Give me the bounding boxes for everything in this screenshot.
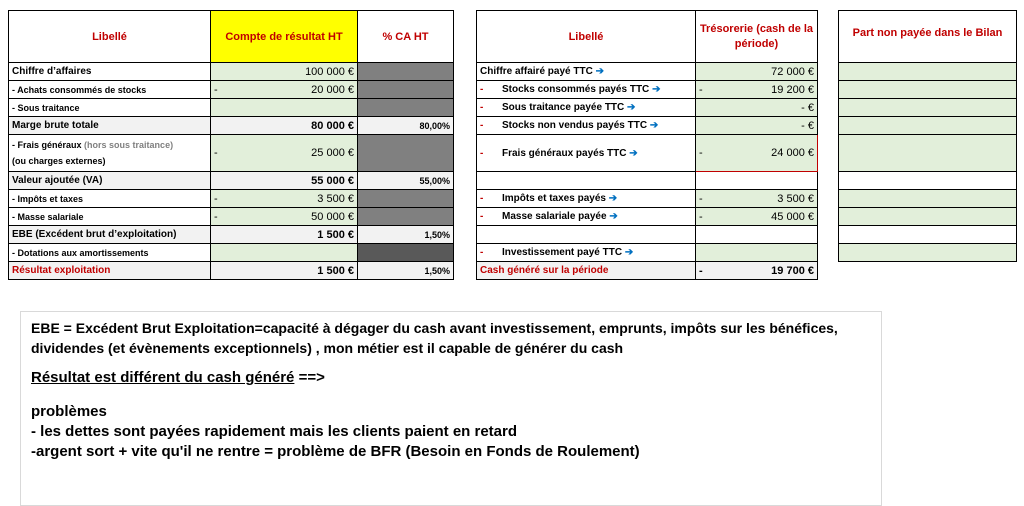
row-pct xyxy=(358,81,454,99)
minus-sign: - xyxy=(214,192,218,205)
row-value xyxy=(211,99,358,117)
row-label: Marge brute totale xyxy=(9,117,211,135)
header-libelle: Libellé xyxy=(9,11,211,63)
arrow-right-icon: ➔ xyxy=(649,120,659,131)
cash-table xyxy=(476,10,818,280)
label-text: Chiffre affairé payé TTC xyxy=(480,66,593,77)
row-value xyxy=(211,135,358,172)
row-cell-empty xyxy=(839,226,1017,244)
row-label: - Dotations aux amortissements xyxy=(9,244,211,262)
row-cell-empty xyxy=(839,172,1017,190)
row-label: - Masse salariale xyxy=(9,208,211,226)
arrow-right-icon: ➔ xyxy=(652,84,661,95)
header-part-non-payee: Part non payée dans le Bilan xyxy=(839,11,1017,63)
value-text: 3 500 € xyxy=(777,192,814,205)
row-pct xyxy=(358,135,454,172)
row-value xyxy=(696,81,818,99)
value-text: 19 200 € xyxy=(771,83,814,96)
row-cell xyxy=(839,99,1017,117)
row-label: Valeur ajoutée (VA) xyxy=(9,172,211,190)
minus-sign: - xyxy=(699,192,703,205)
minus-sign: - xyxy=(480,193,484,204)
row-pct: 1,50% xyxy=(358,226,454,244)
arrow-right-icon: ➔ xyxy=(595,66,604,77)
header-pct-ca: % CA HT xyxy=(358,11,454,63)
row-value: 1 500 € xyxy=(211,226,358,244)
row-label: Cash généré sur la période xyxy=(477,262,696,280)
label-main: - Frais généraux xyxy=(12,140,82,150)
row-label xyxy=(477,117,696,135)
row-label: EBE (Excédent brut d’exploitation) xyxy=(9,226,211,244)
minus-sign: - xyxy=(214,83,218,96)
row-pct: 1,50% xyxy=(358,262,454,280)
arrow-right-icon: ➔ xyxy=(624,247,634,258)
row-cell xyxy=(839,244,1017,262)
value-text: 19 700 € xyxy=(771,264,814,277)
minus-sign: - xyxy=(214,210,218,223)
row-pct xyxy=(358,244,454,262)
row-pct xyxy=(358,99,454,117)
row-label: Chiffre d’affaires xyxy=(9,63,211,81)
row-label: - Achats consommés de stocks xyxy=(9,81,211,99)
row-value xyxy=(696,135,818,172)
minus-sign: - xyxy=(699,264,703,277)
minus-sign: - xyxy=(480,211,484,222)
label-text: Stocks consommés payés TTC xyxy=(502,84,650,95)
row-value: 80 000 € xyxy=(211,117,358,135)
row-value-empty xyxy=(696,226,818,244)
header-compte-resultat: Compte de résultat HT xyxy=(211,11,358,63)
row-label xyxy=(477,81,696,99)
header-libelle: Libellé xyxy=(477,11,696,63)
row-label xyxy=(477,190,696,208)
label-text: Sous traitance payée TTC xyxy=(502,102,625,113)
income-statement-table xyxy=(8,10,454,280)
note-line: dividendes (et évènements exceptionnels) , mon métier est il capable de générer du cash xyxy=(31,340,624,356)
row-cell xyxy=(839,135,1017,172)
row-cell xyxy=(839,63,1017,81)
row-label xyxy=(477,208,696,226)
label-text: Stocks non vendus payés TTC xyxy=(502,120,648,131)
row-pct: 80,00% xyxy=(358,117,454,135)
minus-sign: - xyxy=(699,210,703,223)
minus-sign: - xyxy=(699,83,703,96)
note-line: - les dettes sont payées rapidement mais les clients paient en retard xyxy=(31,423,518,440)
note-line: -argent sort + vite qu'il ne rentre = problème de BFR (Besoin en Fonds de Roulement) xyxy=(31,443,640,460)
row-value xyxy=(696,190,818,208)
row-label xyxy=(477,135,696,172)
explanation-note xyxy=(20,311,882,506)
note-line: problèmes xyxy=(31,403,107,420)
arrow-right-icon: ➔ xyxy=(608,193,618,204)
row-pct: 55,00% xyxy=(358,172,454,190)
row-cell xyxy=(839,190,1017,208)
row-label xyxy=(9,135,211,172)
minus-sign: - xyxy=(480,102,484,113)
minus-sign: - xyxy=(480,120,484,131)
value-text: 3 500 € xyxy=(317,192,354,205)
note-spacer xyxy=(31,358,871,368)
minus-sign: - xyxy=(699,147,703,159)
row-value xyxy=(211,81,358,99)
arrow-right-icon: ➔ xyxy=(629,147,638,159)
note-spacer xyxy=(31,388,871,402)
note-heading xyxy=(31,368,871,388)
minus-sign: - xyxy=(480,247,484,258)
header-tresorerie: Trésorerie (cash de la période) xyxy=(696,11,818,63)
row-label xyxy=(477,99,696,117)
label-text: Impôts et taxes payés xyxy=(502,193,606,204)
row-label: - Sous traitance xyxy=(9,99,211,117)
row-cell xyxy=(839,208,1017,226)
row-pct xyxy=(358,208,454,226)
value-text: 50 000 € xyxy=(311,210,354,223)
row-value: - € xyxy=(696,117,818,135)
note-line: EBE = Excédent Brut Exploitation=capacité à dégager du cash avant investissement, emprunts, impôts sur les bénéfices, xyxy=(31,320,838,336)
label-secondary: (ou charges externes) xyxy=(12,156,106,166)
row-value-empty xyxy=(696,172,818,190)
row-label xyxy=(477,63,696,81)
minus-sign: - xyxy=(480,147,484,159)
row-value xyxy=(211,190,358,208)
row-value: 72 000 € xyxy=(696,63,818,81)
row-value xyxy=(696,262,818,280)
row-value: - € xyxy=(696,99,818,117)
row-value: 1 500 € xyxy=(211,262,358,280)
row-label: - Impôts et taxes xyxy=(9,190,211,208)
row-value xyxy=(696,208,818,226)
row-cell xyxy=(839,81,1017,99)
value-text: 24 000 € xyxy=(771,147,814,159)
row-pct xyxy=(358,190,454,208)
minus-sign: - xyxy=(214,147,218,159)
minus-sign: - xyxy=(480,84,484,95)
arrow-right-icon: ➔ xyxy=(609,211,618,222)
row-label: Résultat exploitation xyxy=(9,262,211,280)
unpaid-balance-table xyxy=(838,10,1017,262)
arrow-right-icon: ➔ xyxy=(627,102,636,113)
note-heading-arrow: ==> xyxy=(294,369,325,386)
value-text: 25 000 € xyxy=(311,147,354,159)
note-heading-text: Résultat est différent du cash généré xyxy=(31,369,295,386)
row-value xyxy=(211,208,358,226)
row-label xyxy=(477,244,696,262)
value-text: 45 000 € xyxy=(771,210,814,223)
label-text: Frais généraux payés TTC xyxy=(502,147,627,159)
row-label-empty xyxy=(477,226,696,244)
label-text: Masse salariale payée xyxy=(502,211,607,222)
value-text: 20 000 € xyxy=(311,83,354,96)
label-grey: (hors sous traitance) xyxy=(84,140,174,150)
row-label-empty xyxy=(477,172,696,190)
row-value: 100 000 € xyxy=(211,63,358,81)
row-value: 55 000 € xyxy=(211,172,358,190)
row-value xyxy=(211,244,358,262)
row-cell xyxy=(839,117,1017,135)
row-value xyxy=(696,244,818,262)
label-text: Investissement payé TTC xyxy=(502,247,623,258)
row-pct xyxy=(358,63,454,81)
